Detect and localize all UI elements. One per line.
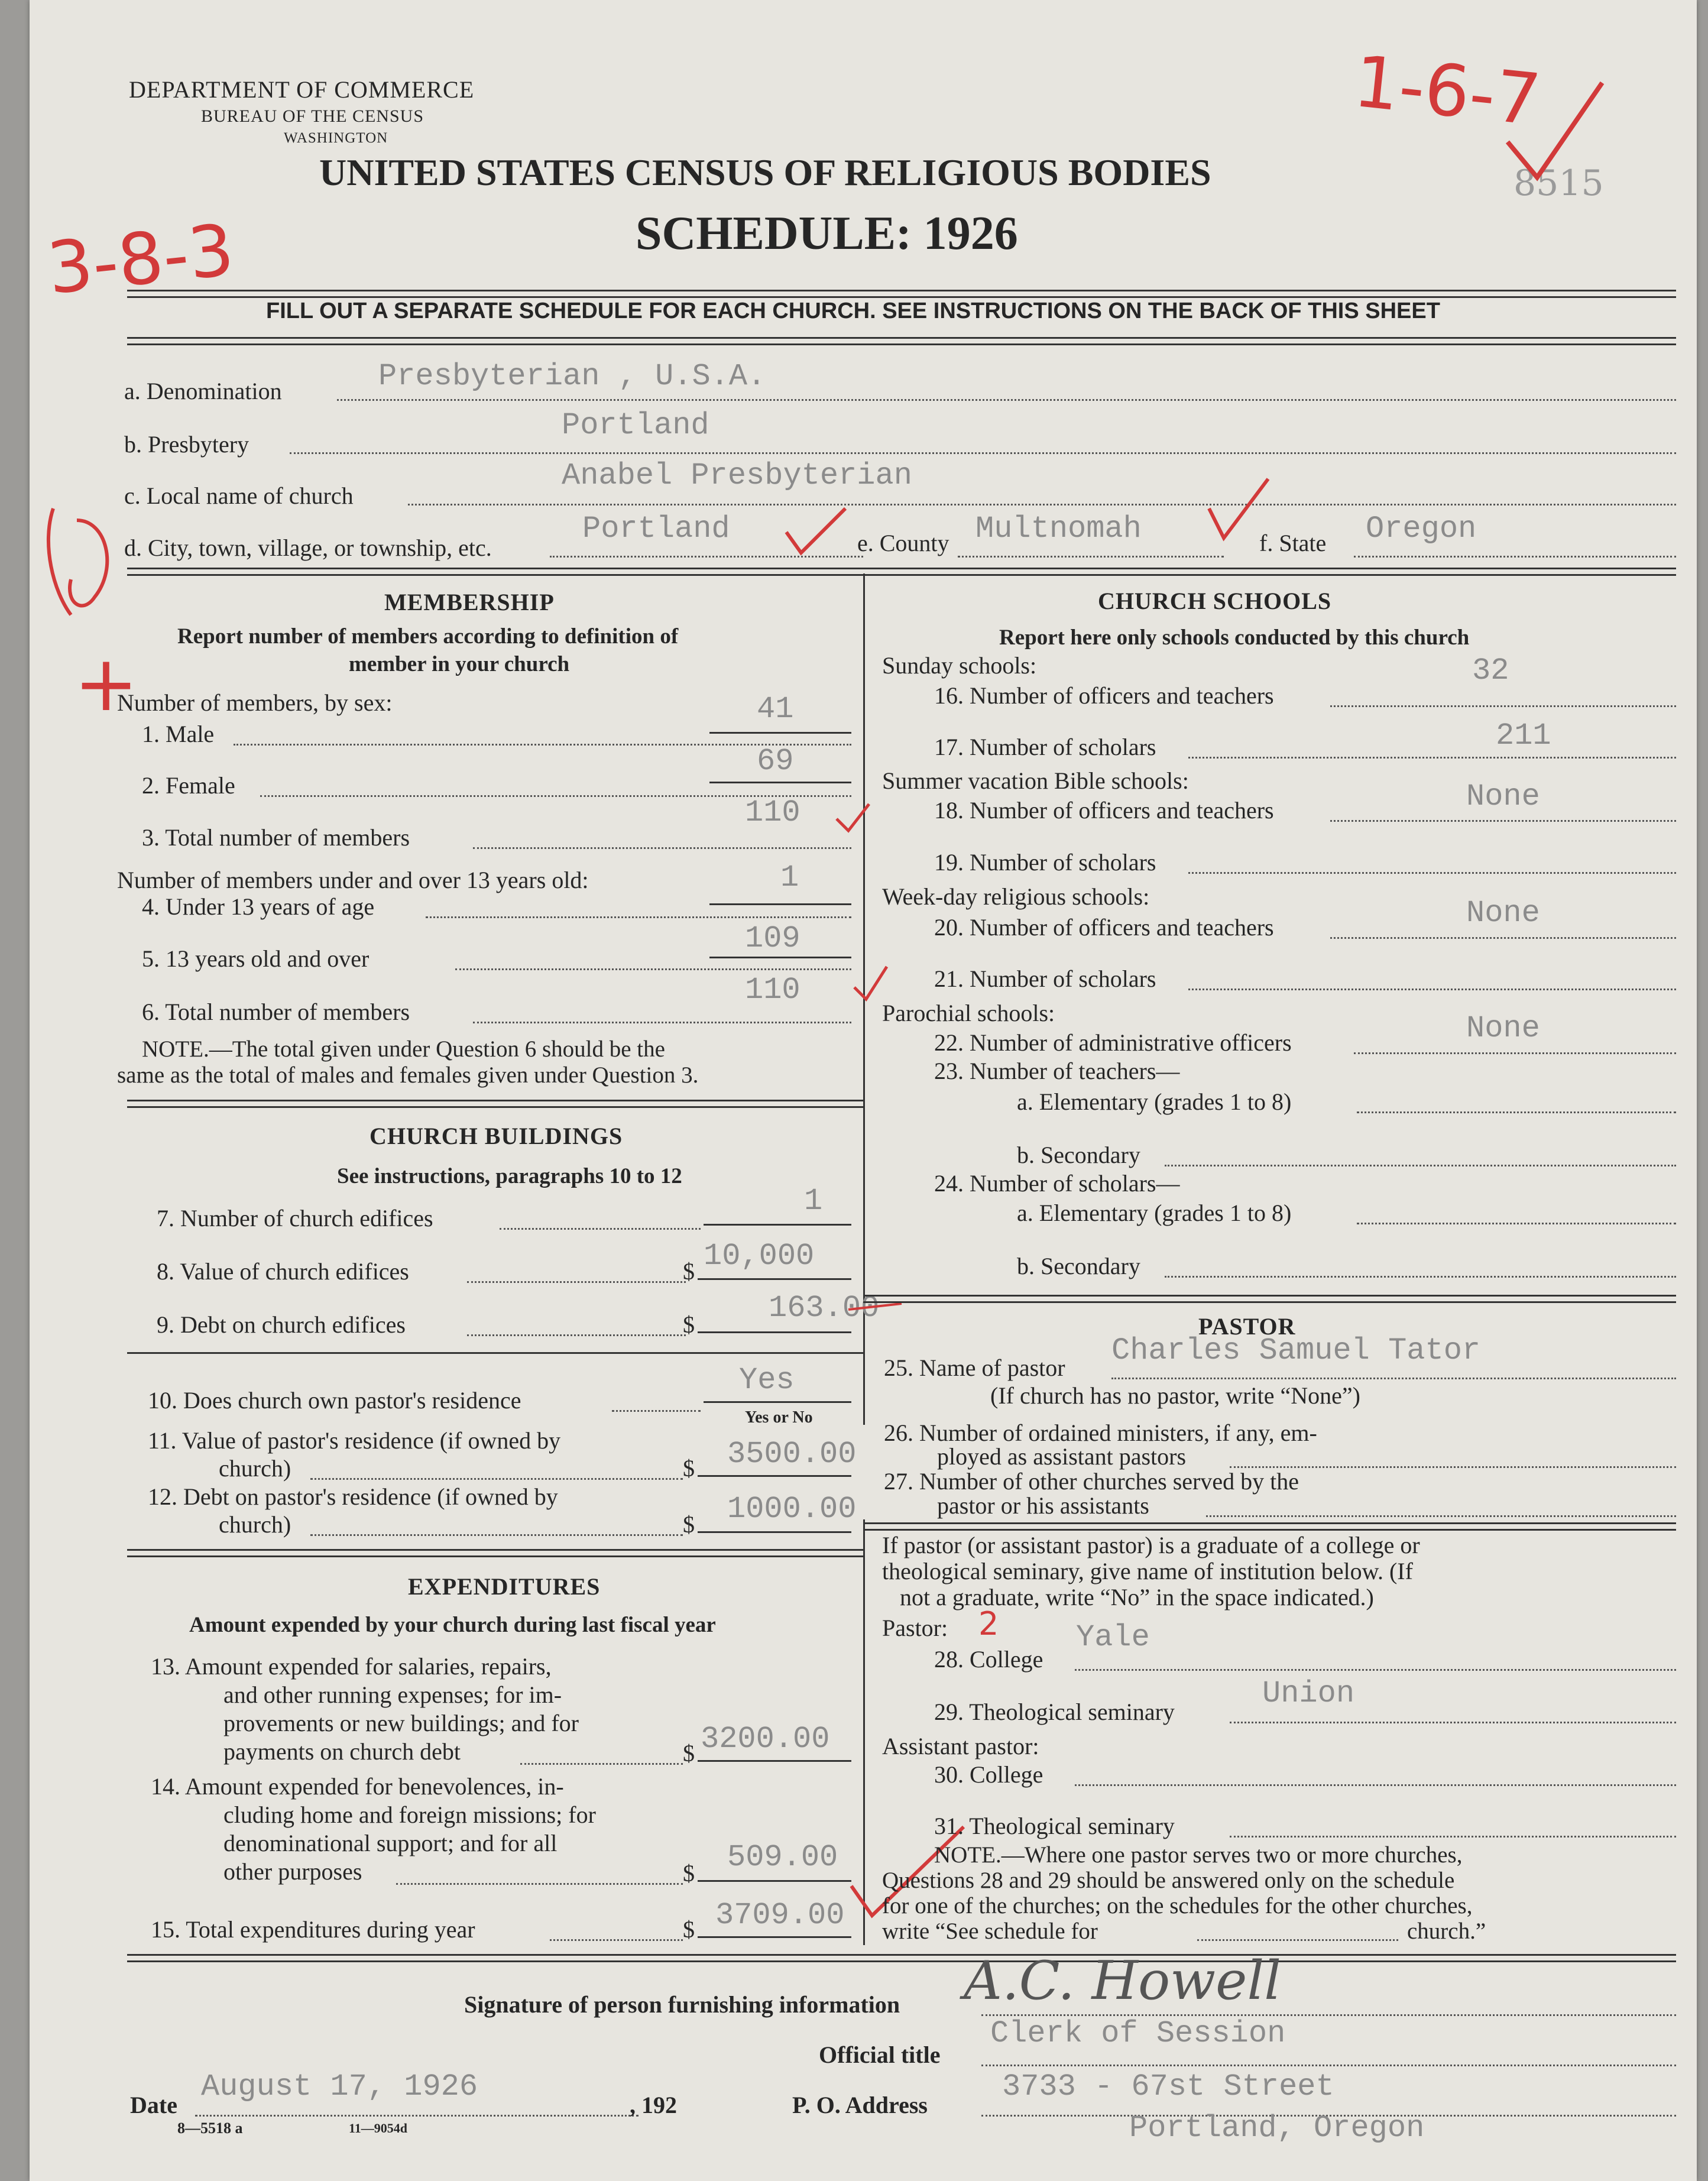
q23a-line bbox=[1357, 1111, 1676, 1113]
q14-value: 509.00 bbox=[727, 1840, 838, 1875]
q1-male-value: 41 bbox=[757, 692, 794, 727]
q4-under13-label: 4. Under 13 years of age bbox=[142, 893, 375, 920]
parochial-schools-label: Parochial schools: bbox=[882, 1000, 1055, 1026]
local-name-line bbox=[408, 504, 1676, 505]
state-label: f. State bbox=[1259, 530, 1327, 556]
assistant-pastor-label: Assistant pastor: bbox=[882, 1733, 1039, 1759]
fill-instruction: FILL OUT A SEPARATE SCHEDULE FOR EACH CHURCH. SEE INSTRUCTIONS ON THE BACK OF THIS SHEET bbox=[266, 299, 1440, 323]
q15-label: 15. Total expenditures during year bbox=[151, 1916, 475, 1943]
membership-subheading: Report number of members according to definition of bbox=[177, 624, 679, 649]
pastor-note: NOTE.—Where one pastor serves two or more churches, bbox=[934, 1842, 1463, 1868]
q13-line-4: payments on church debt bbox=[223, 1738, 461, 1765]
q22-label: 22. Number of administrative officers bbox=[934, 1029, 1292, 1056]
buildings-heading: CHURCH BUILDINGS bbox=[370, 1123, 623, 1149]
q24b-line bbox=[1165, 1276, 1676, 1278]
q12-label: 12. Debt on pastor's residence (if owned by bbox=[148, 1483, 558, 1510]
q9-label: 9. Debt on church edifices bbox=[157, 1311, 406, 1338]
q28-label: 28. College bbox=[934, 1646, 1043, 1673]
q7-answer-line bbox=[704, 1224, 851, 1226]
city-value: Portland bbox=[582, 511, 730, 546]
q14-answer-line bbox=[698, 1880, 851, 1882]
q13-answer-line bbox=[698, 1760, 851, 1762]
graduate-instruction-3: not a graduate, write “No” in the space indicated.) bbox=[900, 1584, 1374, 1610]
red-mark-2: 2 bbox=[978, 1605, 999, 1642]
q17-value: 211 bbox=[1496, 718, 1551, 753]
q9-answer-line bbox=[698, 1331, 851, 1333]
q10-label: 10. Does church own pastor's residence bbox=[148, 1387, 521, 1414]
denomination-label: a. Denomination bbox=[124, 378, 282, 404]
q13-label bbox=[151, 1652, 579, 1766]
county-value: Multnomah bbox=[975, 511, 1142, 546]
q11-label: 11. Value of pastor's residence (if owned by bbox=[148, 1427, 561, 1454]
official-title-line bbox=[981, 2065, 1676, 2066]
membership-note: NOTE.—The total given under Question 6 should be the bbox=[142, 1036, 665, 1062]
q28-value: Yale bbox=[1076, 1620, 1150, 1655]
q16-line bbox=[1330, 705, 1676, 707]
q14-line-1: 14. Amount expended for benevolences, in- bbox=[151, 1773, 564, 1800]
date-line bbox=[195, 2115, 639, 2117]
see-schedule-line bbox=[1197, 1939, 1398, 1941]
q2-answer-line bbox=[709, 782, 851, 783]
q6-line bbox=[473, 1022, 851, 1023]
q31-label: 31. Theological seminary bbox=[934, 1813, 1175, 1839]
q20-line bbox=[1330, 937, 1676, 939]
schools-heading: CHURCH SCHOOLS bbox=[1098, 588, 1332, 614]
q25-hint: (If church has no pastor, write “None”) bbox=[990, 1382, 1360, 1409]
q13-line bbox=[520, 1763, 683, 1765]
q24a-line bbox=[1357, 1223, 1676, 1224]
q3-line bbox=[473, 847, 851, 849]
graduate-instruction bbox=[882, 1532, 1420, 1610]
q24-label: 24. Number of scholars— bbox=[934, 1170, 1180, 1197]
pastor-note-5: church.” bbox=[1407, 1918, 1486, 1944]
q13-line-2: and other running expenses; for im- bbox=[223, 1681, 562, 1708]
q3-total-value: 110 bbox=[745, 795, 800, 830]
q29-line bbox=[1230, 1722, 1676, 1723]
print-number: 11—9054d bbox=[349, 2121, 408, 2135]
q10-hint: Yes or No bbox=[745, 1408, 813, 1427]
q8-answer-line bbox=[698, 1278, 851, 1280]
q20-label: 20. Number of officers and teachers bbox=[934, 914, 1274, 941]
q15-line bbox=[550, 1939, 683, 1941]
official-title-label: Official title bbox=[819, 2041, 941, 2068]
pastor-rule bbox=[863, 1522, 1676, 1531]
q4-answer-line bbox=[709, 903, 851, 905]
q27-label: 27. Number of other churches served by the bbox=[884, 1468, 1299, 1495]
q15-dollar: $ bbox=[683, 1916, 695, 1943]
q20-value: None bbox=[1466, 896, 1540, 931]
q14-line-3: denominational support; and for all bbox=[223, 1830, 558, 1856]
q4-line bbox=[426, 916, 851, 918]
q12-label-2: church) bbox=[219, 1511, 291, 1538]
q11-answer-line bbox=[698, 1475, 851, 1477]
q6-total-label: 6. Total number of members bbox=[142, 999, 410, 1025]
q25-value: Charles Samuel Tator bbox=[1111, 1333, 1481, 1368]
q2-female-value: 69 bbox=[757, 744, 794, 779]
page-title: UNITED STATES CENSUS OF RELIGIOUS BODIES bbox=[319, 151, 1211, 193]
q8-dollar: $ bbox=[683, 1258, 695, 1285]
census-schedule-sheet bbox=[30, 0, 1697, 2181]
q18-value: None bbox=[1466, 779, 1540, 814]
q13-dollar: $ bbox=[683, 1740, 695, 1767]
q11-dollar: $ bbox=[683, 1455, 695, 1482]
local-name-value: Anabel Presbyterian bbox=[562, 458, 912, 493]
q16-value: 32 bbox=[1472, 653, 1509, 688]
q22-line bbox=[1354, 1052, 1676, 1054]
q4-under13-value: 1 bbox=[780, 860, 799, 895]
q11-line bbox=[310, 1478, 683, 1480]
q8-line bbox=[467, 1281, 686, 1283]
q23a-label: a. Elementary (grades 1 to 8) bbox=[1017, 1088, 1292, 1115]
q5-answer-line bbox=[709, 957, 851, 958]
membership-heading: MEMBERSHIP bbox=[384, 589, 555, 615]
header-rule-2 bbox=[127, 337, 1676, 345]
expenditures-subheading: Amount expended by your church during last fiscal year bbox=[189, 1613, 716, 1637]
q10-line bbox=[612, 1410, 701, 1412]
q15-value: 3709.00 bbox=[715, 1898, 845, 1933]
q19-line bbox=[1188, 872, 1676, 874]
q9-value: 163.00 bbox=[769, 1291, 880, 1326]
header-rule bbox=[127, 290, 1676, 298]
date-label: Date bbox=[130, 2092, 177, 2118]
q7-label: 7. Number of church edifices bbox=[157, 1205, 433, 1232]
q1-answer-line bbox=[709, 732, 851, 734]
q21-line bbox=[1188, 989, 1676, 990]
q2-female-label: 2. Female bbox=[142, 772, 235, 799]
signature-value: A.C. Howell bbox=[964, 1950, 1282, 2012]
q12-answer-line bbox=[698, 1531, 851, 1533]
q17-label: 17. Number of scholars bbox=[934, 734, 1156, 760]
state-value: Oregon bbox=[1366, 511, 1477, 546]
red-annotation-top: 1-6-7 bbox=[1350, 40, 1545, 142]
q24b-label: b. Secondary bbox=[1017, 1253, 1140, 1279]
weekday-schools-label: Week-day religious schools: bbox=[882, 883, 1150, 910]
q14-line bbox=[396, 1883, 683, 1885]
q27-label-2: pastor or his assistants bbox=[937, 1492, 1149, 1519]
summer-schools-label: Summer vacation Bible schools: bbox=[882, 767, 1189, 794]
q23b-line bbox=[1165, 1165, 1676, 1166]
date-value: August 17, 1926 bbox=[201, 2069, 478, 2104]
q6-total-value: 110 bbox=[745, 973, 800, 1007]
schools-subheading: Report here only schools conducted by this church bbox=[999, 626, 1470, 650]
county-line bbox=[958, 556, 1224, 558]
q26-label: 26. Number of ordained ministers, if any, em- bbox=[884, 1420, 1317, 1446]
presbytery-line bbox=[290, 452, 1676, 454]
q14-line-4: other purposes bbox=[223, 1858, 362, 1885]
q13-value: 3200.00 bbox=[701, 1722, 830, 1757]
q7-line bbox=[500, 1228, 701, 1230]
graduate-instruction-1: If pastor (or assistant pastor) is a graduate of a college or bbox=[882, 1532, 1420, 1558]
state-line bbox=[1354, 556, 1676, 558]
official-title-value: Clerk of Session bbox=[990, 2016, 1286, 2051]
section-rule bbox=[127, 568, 1676, 576]
local-name-label: c. Local name of church bbox=[124, 482, 354, 509]
q11-label-2: church) bbox=[219, 1455, 291, 1482]
q14-line-2: cluding home and foreign missions; for bbox=[223, 1801, 596, 1828]
date-suffix: , 192 bbox=[630, 2092, 677, 2118]
q31-line bbox=[1230, 1836, 1676, 1838]
q18-label: 18. Number of officers and teachers bbox=[934, 797, 1274, 824]
po-address-value-2: Portland, Oregon bbox=[1129, 2111, 1425, 2146]
pastor-note-3: for one of the churches; on the schedules for the other churches, bbox=[882, 1893, 1473, 1918]
q25-line bbox=[1111, 1378, 1676, 1379]
q30-line bbox=[1075, 1784, 1676, 1786]
denomination-value: Presbyterian , U.S.A. bbox=[378, 359, 766, 394]
age-header-label: Number of members under and over 13 years old: bbox=[117, 867, 589, 893]
graduate-instruction-2: theological seminary, give name of institution below. (If bbox=[882, 1558, 1413, 1584]
q29-value: Union bbox=[1262, 1676, 1355, 1711]
q10-value: Yes bbox=[739, 1363, 795, 1398]
city-label: WASHINGTON bbox=[284, 130, 388, 146]
form-number: 8—5518 a bbox=[177, 2120, 243, 2137]
q5-over13-label: 5. 13 years old and over bbox=[142, 945, 370, 972]
po-address-value: 3733 - 67st Street bbox=[1002, 2069, 1334, 2104]
q21-label: 21. Number of scholars bbox=[934, 965, 1156, 992]
q12-dollar: $ bbox=[683, 1511, 695, 1538]
q24a-label: a. Elementary (grades 1 to 8) bbox=[1017, 1200, 1292, 1226]
signature-label: Signature of person furnishing information bbox=[464, 1991, 900, 2018]
q19-label: 19. Number of scholars bbox=[934, 849, 1156, 876]
stamp-number: 8515 bbox=[1513, 163, 1604, 204]
sunday-schools-label: Sunday schools: bbox=[882, 652, 1037, 679]
q14-label bbox=[151, 1772, 596, 1886]
pastor-sub-label: Pastor: bbox=[882, 1615, 948, 1641]
q22-value: None bbox=[1466, 1011, 1540, 1046]
buildings-subheading: See instructions, paragraphs 10 to 12 bbox=[337, 1164, 682, 1188]
q30-label: 30. College bbox=[934, 1761, 1043, 1788]
q12-value: 1000.00 bbox=[727, 1492, 857, 1527]
red-checkmark-icon bbox=[780, 503, 857, 562]
city-label: d. City, town, village, or township, etc. bbox=[124, 534, 492, 561]
red-plus-mark: + bbox=[74, 639, 138, 728]
q26-label-2: ployed as assistant pastors bbox=[937, 1443, 1187, 1470]
schools-rule bbox=[863, 1295, 1676, 1303]
presbytery-label: b. Presbytery bbox=[124, 431, 249, 458]
q14-dollar: $ bbox=[683, 1860, 695, 1887]
schedule-title: SCHEDULE: 1926 bbox=[636, 208, 1018, 260]
q5-line bbox=[455, 968, 851, 970]
q18-line bbox=[1330, 820, 1676, 822]
q23b-label: b. Secondary bbox=[1017, 1142, 1140, 1168]
red-checkmark-icon bbox=[834, 801, 875, 837]
q5-over13-value: 109 bbox=[745, 921, 800, 956]
q23-label: 23. Number of teachers— bbox=[934, 1058, 1180, 1084]
denomination-line bbox=[337, 399, 1676, 401]
expenditures-heading: EXPENDITURES bbox=[408, 1573, 601, 1600]
q9-line bbox=[467, 1334, 686, 1336]
presbytery-value: Portland bbox=[562, 408, 709, 443]
q3-total-label: 3. Total number of members bbox=[142, 824, 410, 851]
pastor-heading: PASTOR bbox=[1198, 1313, 1296, 1340]
q13-line-3: provements or new buildings; and for bbox=[223, 1710, 579, 1736]
q11-value: 3500.00 bbox=[727, 1437, 857, 1472]
department-label: DEPARTMENT OF COMMERCE bbox=[129, 76, 475, 103]
red-checkmark-icon bbox=[1496, 77, 1614, 195]
county-label: e. County bbox=[857, 530, 949, 556]
q15-answer-line bbox=[698, 1936, 851, 1938]
pastor-note-2: Questions 28 and 29 should be answered only on the schedule bbox=[882, 1868, 1455, 1893]
q28-line bbox=[1075, 1669, 1676, 1671]
q1-male-label: 1. Male bbox=[142, 721, 215, 747]
membership-rule bbox=[127, 1100, 863, 1108]
po-address-label: P. O. Address bbox=[792, 2092, 928, 2118]
footer-rule bbox=[127, 1954, 1676, 1962]
q8-label: 8. Value of church edifices bbox=[157, 1258, 409, 1285]
buildings-rule bbox=[127, 1352, 863, 1354]
membership-note-2: same as the total of males and females given under Question 3. bbox=[117, 1062, 699, 1088]
q16-label: 16. Number of officers and teachers bbox=[934, 682, 1274, 709]
q27-line bbox=[1206, 1515, 1676, 1517]
q10-answer-line bbox=[704, 1401, 851, 1403]
q9-dollar: $ bbox=[683, 1311, 695, 1338]
q13-line-1: 13. Amount expended for salaries, repairs, bbox=[151, 1653, 552, 1680]
q8-value: 10,000 bbox=[704, 1239, 815, 1273]
q29-label: 29. Theological seminary bbox=[934, 1699, 1175, 1725]
members-by-sex-label: Number of members, by sex: bbox=[117, 689, 393, 716]
buildings-bottom-rule bbox=[127, 1549, 863, 1557]
q25-label: 25. Name of pastor bbox=[884, 1354, 1065, 1381]
red-annotation-left: 3-8-3 bbox=[43, 209, 238, 311]
q7-value: 1 bbox=[804, 1184, 823, 1218]
membership-subheading-2: member in your church bbox=[349, 652, 570, 676]
q17-line bbox=[1188, 757, 1676, 759]
q12-line bbox=[310, 1534, 683, 1536]
pastor-note-4: write “See schedule for bbox=[882, 1918, 1098, 1944]
bureau-label: BUREAU OF THE CENSUS bbox=[201, 106, 424, 126]
